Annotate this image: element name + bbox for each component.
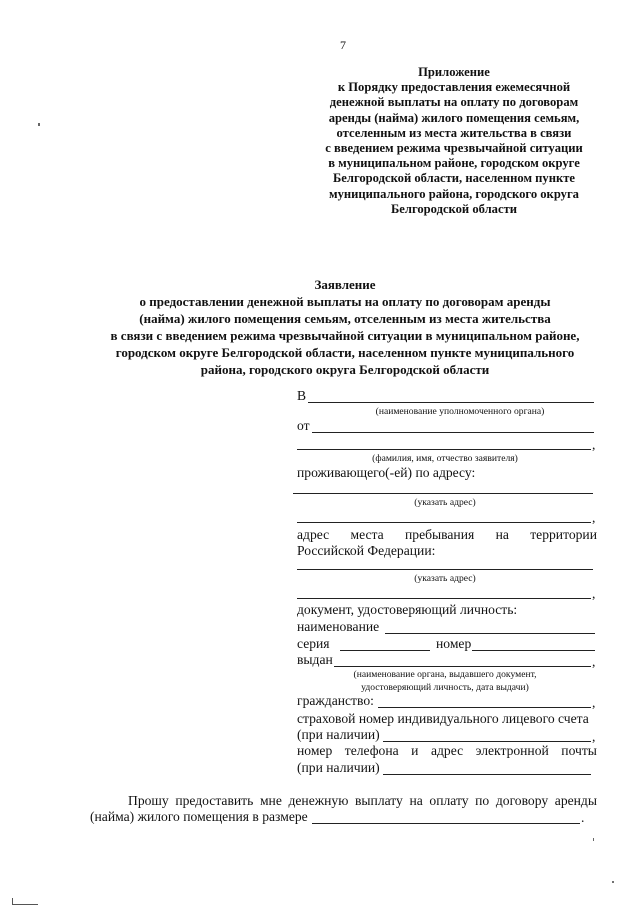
- issued-caption-2: удостоверяющий личность, дата выдачи): [361, 682, 529, 693]
- contact-word: номер: [297, 743, 333, 758]
- scan-mark: [38, 123, 40, 126]
- stay-label-line-2: Российской Федерации:: [297, 543, 436, 558]
- doc-name-label: наименование: [297, 619, 380, 634]
- contact-word: телефона: [344, 743, 399, 758]
- from-field[interactable]: [312, 432, 594, 433]
- issued-caption-1: (наименование органа, выдавшего документ,: [353, 669, 537, 680]
- contact-word: электронной: [475, 743, 549, 758]
- appendix-line: денежной выплаты на оплату по договорам: [329, 95, 579, 110]
- from-field-line-2[interactable]: [297, 449, 591, 450]
- appendix-line: Белгородской области: [390, 201, 518, 216]
- request-line-1: [128, 793, 597, 809]
- appendix-line: Белгородской области, населенном пункте: [332, 171, 576, 186]
- request-word: договору: [495, 793, 549, 808]
- request-word: по: [475, 793, 490, 808]
- issued-field[interactable]: [334, 666, 591, 667]
- contact-word: почты: [561, 743, 597, 758]
- request-word: мне: [259, 793, 282, 808]
- appendix-line: с введением режима чрезвычайной ситуации: [325, 141, 583, 156]
- doc-name-field[interactable]: [385, 633, 595, 634]
- request-word: оплату: [429, 793, 469, 808]
- scan-mark: [612, 881, 614, 883]
- issued-comma: ,: [592, 654, 596, 669]
- contact-label-line-1: [297, 743, 597, 759]
- page-number: 7: [340, 38, 346, 52]
- contact-label-line-2: (при наличии): [297, 760, 380, 775]
- citizenship-comma: ,: [592, 695, 596, 710]
- stay-word: пребывания: [405, 527, 475, 542]
- statement-line: о предоставлении денежной выплаты на оплату по договорам аренды: [139, 294, 551, 309]
- stay-comma: ,: [592, 586, 596, 601]
- series-label: серия: [297, 636, 330, 651]
- id-doc-label: документ, удостоверяющий личность:: [297, 602, 518, 617]
- to-field[interactable]: [308, 402, 594, 403]
- stay-caption: (указать адрес): [414, 573, 476, 584]
- statement-line: (найма) жилого помещения семьям, отселенным из места жительства: [139, 311, 551, 326]
- appendix-block: [304, 65, 604, 217]
- issued-label: выдан: [297, 652, 333, 667]
- request-word: денежную: [288, 793, 349, 808]
- snils-label: страховой номер индивидуального лицевого счета: [297, 711, 589, 726]
- stay-word: адрес: [297, 527, 330, 542]
- appendix-line: аренды (найма) жилого помещения семьям,: [328, 110, 580, 125]
- request-word: на: [409, 793, 423, 808]
- statement-line: района, городского округа Белгородской области: [200, 362, 490, 377]
- residence-field-line-2[interactable]: [297, 522, 591, 523]
- number-field[interactable]: [472, 650, 595, 651]
- stay-word: на: [495, 527, 509, 542]
- appendix-line: отселенным из места жительства в связи: [336, 125, 572, 140]
- statement-line: городском округе Белгородской области, населенном пункте муниципального: [115, 345, 575, 360]
- request-word: аренды: [554, 793, 597, 808]
- citizenship-field[interactable]: [378, 707, 591, 708]
- appendix-line: в муниципальном районе, городском округе: [328, 156, 580, 171]
- statement-title: Заявление: [314, 277, 376, 292]
- stay-label-line-1: [297, 527, 597, 543]
- appendix-line: к Порядку предоставления ежемесячной: [337, 80, 571, 95]
- stay-field[interactable]: [297, 569, 593, 570]
- from-caption: (фамилия, имя, отчество заявителя): [372, 453, 518, 464]
- request-period: .: [581, 810, 585, 825]
- from-comma: ,: [592, 437, 596, 452]
- from-label: от: [297, 418, 310, 433]
- request-line-2: (найма) жилого помещения в размере: [90, 809, 308, 824]
- statement-heading: [80, 276, 610, 378]
- contact-field[interactable]: [383, 774, 591, 775]
- amount-field[interactable]: [312, 823, 580, 824]
- snils-comma: ,: [592, 729, 596, 744]
- statement-line: в связи с введением режима чрезвычайной ситуации в муниципальном районе,: [110, 328, 580, 343]
- appendix-line: Приложение: [418, 65, 490, 79]
- request-word: предоставить: [175, 793, 254, 808]
- contact-word: адрес: [430, 743, 464, 758]
- snils-field[interactable]: [383, 741, 591, 742]
- citizenship-label: гражданство:: [297, 693, 374, 708]
- snils-label-line-2: (при наличии): [297, 727, 380, 742]
- stay-word: места: [350, 527, 384, 542]
- to-label: В: [297, 388, 307, 403]
- stay-field-line-2[interactable]: [297, 598, 591, 599]
- series-field[interactable]: [340, 650, 430, 651]
- stay-word: территории: [530, 527, 597, 542]
- residence-label: проживающего(-ей) по адресу:: [297, 465, 476, 480]
- scan-mark: [593, 838, 594, 841]
- request-word: выплату: [355, 793, 403, 808]
- residence-caption: (указать адрес): [414, 497, 476, 508]
- number-label: номер: [436, 636, 472, 651]
- residence-field[interactable]: [293, 493, 593, 494]
- appendix-line: муниципального района, городского округа: [329, 186, 579, 201]
- contact-word: и: [411, 743, 419, 758]
- to-caption: (наименование уполномоченного органа): [375, 406, 545, 417]
- request-word: Прошу: [128, 793, 169, 808]
- residence-comma: ,: [592, 510, 596, 525]
